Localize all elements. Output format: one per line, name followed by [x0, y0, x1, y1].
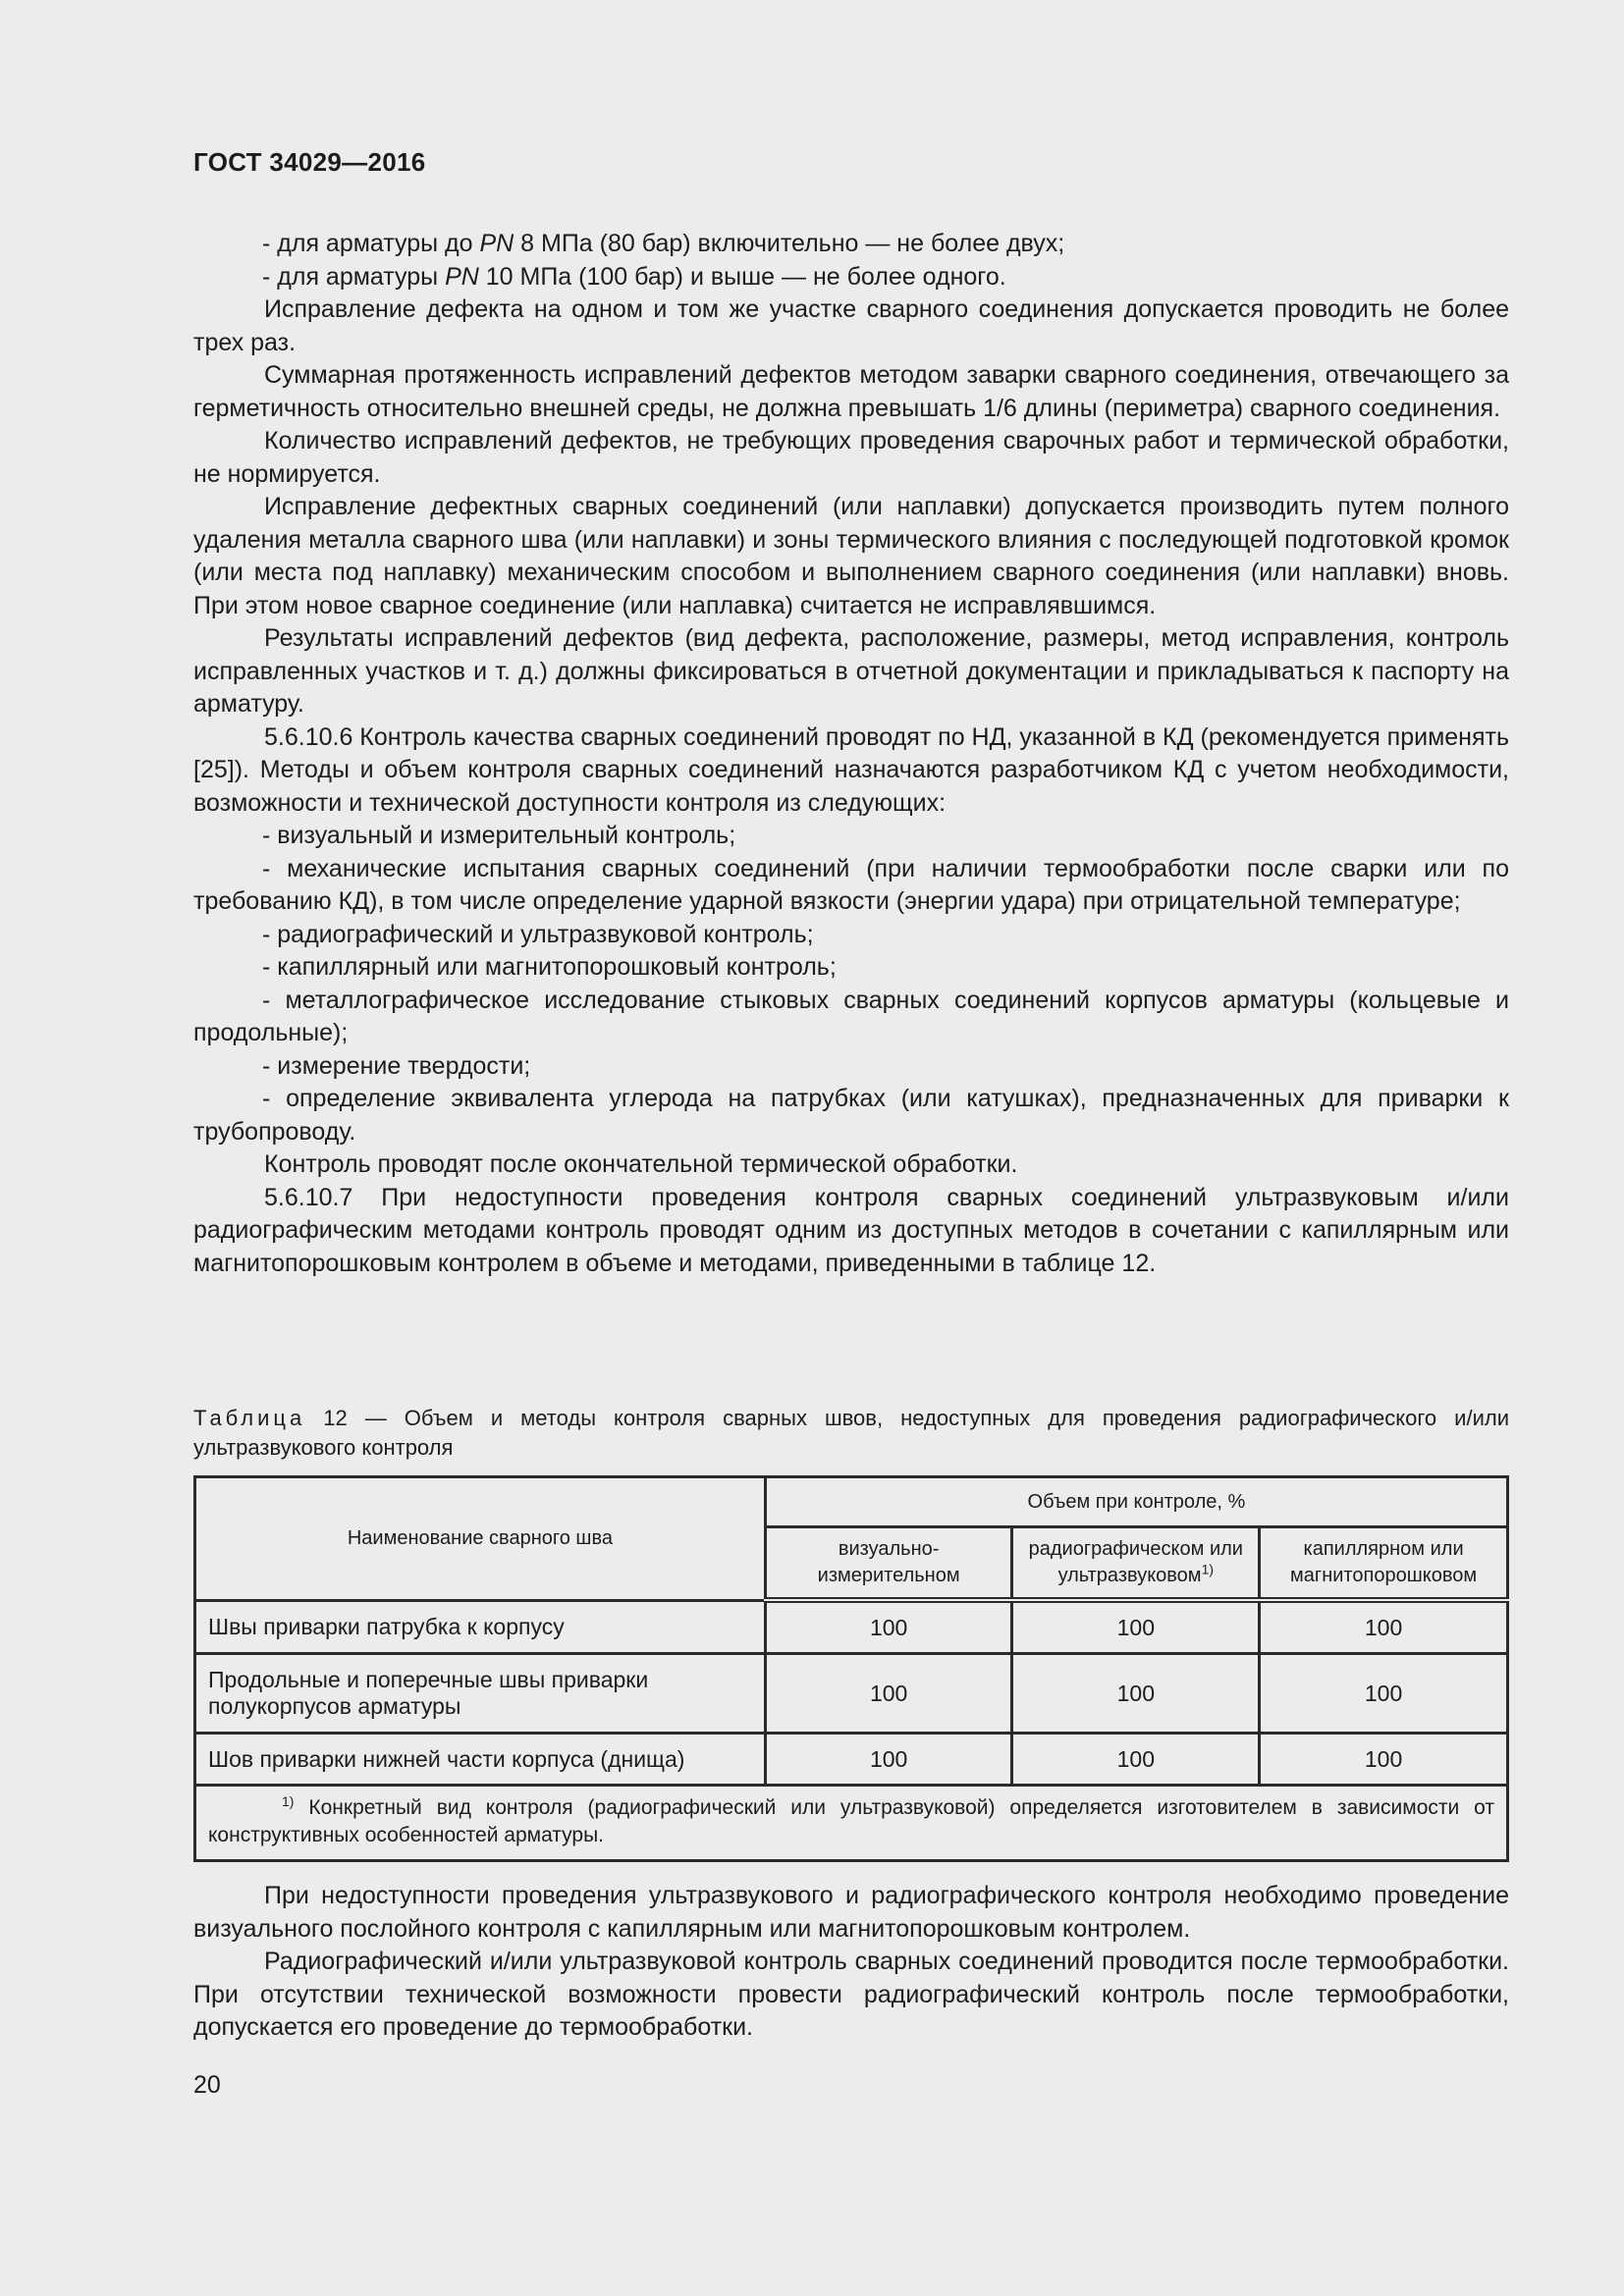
list-item: - капиллярный или магнитопорошковый контроль;	[262, 953, 837, 981]
table-footnote-row	[195, 1786, 1508, 1861]
cell-visual: 100	[765, 1654, 1012, 1734]
cell-capillary: 100	[1260, 1654, 1508, 1734]
cell-visual: 100	[765, 1600, 1012, 1654]
column-header-capillary: капиллярном или магнитопорошковом	[1260, 1527, 1508, 1601]
paragraph: Исправление дефекта на одном и том же участке сварного соединения допускается проводить не более трех раз.	[193, 295, 1509, 356]
page-number: 20	[193, 2071, 221, 2099]
body-text	[193, 228, 1509, 1280]
paragraph: Количество исправлений дефектов, не требующих проведения сварочных работ и термической обработки, не нормируется.	[193, 427, 1509, 488]
table-row	[195, 1734, 1508, 1786]
paragraph: Суммарная протяженность исправлений дефектов методом заварки сварного соединения, отвечающего за герметичность относительно внешней среды, не должна превышать 1/6 длины (периметра) сварного соединения.	[193, 361, 1509, 422]
cell-weld-name: Шов приварки нижней части корпуса (днища)	[195, 1734, 766, 1786]
cell-capillary: 100	[1260, 1600, 1508, 1654]
footnote-ref: 1)	[1201, 1561, 1215, 1577]
cell-weld-name: Швы приварки патрубка к корпусу	[195, 1600, 766, 1654]
table-caption	[193, 1404, 1509, 1463]
paragraph: 5.6.10.6 Контроль качества сварных соединений проводят по НД, указанной в КД (рекомендуется применять [25]). Методы и объем контроля сварных соединений назначаются разработчиком КД с учетом необходимости, возможности и технической доступности контроля из следующих:	[193, 722, 1509, 817]
column-header-weld-name: Наименование сварного шва	[195, 1477, 766, 1601]
cell-weld-name: Продольные и поперечные швы приварки полукорпусов арматуры	[195, 1654, 766, 1734]
paragraph: При недоступности проведения ультразвукового и радиографического контроля необходимо проведение визуального послойного контроля с капиллярным или магнитопорошковым контролем.	[193, 1882, 1509, 1943]
list-item: - металлографическое исследование стыковых сварных соединений корпусов арматуры (кольцевые и продольные);	[193, 986, 1509, 1046]
footnote-text: Конкретный вид контроля (радиографический или ультразвуковой) определяется изготовителем в зависимости от конструктивных особенностей арматуры.	[208, 1796, 1494, 1846]
table-row	[195, 1600, 1508, 1654]
column-header-radio: радиографическом или ультразвуковом$^{1)}$	[1012, 1527, 1260, 1601]
document-code: ГОСТ 34029—2016	[193, 147, 426, 177]
list-item: - измерение твердости;	[262, 1051, 531, 1080]
column-header-visual: визуально-измерительном	[765, 1527, 1012, 1601]
paragraph: Исправление дефектных сварных соединений (или наплавки) допускается производить путем полного удаления металла сварного шва (или наплавки) и зоны термического влияния с последующей подготовкой кромок (или места под наплавку) механическим способом и выполнением сварного соединения (или наплавки) вновь. При этом новое сварное соединение (или наплавка) считается не исправлявшимся.	[193, 493, 1509, 619]
cell-radio: 100	[1012, 1734, 1260, 1786]
cell-radio: 100	[1012, 1600, 1260, 1654]
list-item: - радиографический и ультразвуковой контроль;	[262, 920, 814, 948]
list-item: - визуальный и измерительный контроль;	[262, 822, 736, 849]
list-item: - определение эквивалента углерода на патрубках (или катушках), предназначенных для приварки к трубопроводу.	[193, 1085, 1509, 1146]
paragraph: Результаты исправлений дефектов (вид дефекта, расположение, размеры, метод исправления, контроль исправленных участков и т. д.) должны фиксироваться в отчетной документации и прикладываться к паспорту на арматуру.	[193, 624, 1509, 718]
paragraph: 5.6.10.7 При недоступности проведения контроля сварных соединений ультразвуковым и/или радиографическим методами контроль проводят одним из доступных методов в сочетании с капиллярным или магнитопорошковым контролем в объеме и методами, приведенными в таблице 12.	[193, 1183, 1509, 1277]
table-caption-text: 12 — Объем и методы контроля сварных швов, недоступных для проведения радиографического и/или ультразвукового контроля	[193, 1406, 1509, 1460]
list-item: - для арматуры до PN 8 МПа (80 бар) включительно — не более двух;	[262, 230, 1065, 257]
after-table-text	[193, 1880, 1509, 2045]
table-footnote	[195, 1786, 1508, 1861]
table-row	[195, 1654, 1508, 1734]
cell-visual: 100	[765, 1734, 1012, 1786]
weld-control-table	[193, 1475, 1509, 1862]
footnote-mark: 1)	[282, 1793, 295, 1809]
table-caption-label: Таблица	[193, 1406, 306, 1430]
list-item: - механические испытания сварных соединений (при наличии термообработки после сварки или по требованию КД), в том числе определение ударной вязкости (энергии удара) при отрицательной температуре;	[193, 854, 1509, 915]
cell-radio: 100	[1012, 1654, 1260, 1734]
paragraph: Контроль проводят после окончательной термической обработки.	[264, 1150, 1018, 1178]
paragraph: Радиографический и/или ультразвуковой контроль сварных соединений проводится после термообработки. При отсутствии технической возможности провести радиографический контроль после термообработки, допускается его проведение до термообработки.	[193, 1948, 1509, 2041]
list-item: - для арматуры PN 10 МПа (100 бар) и выше — не более одного.	[262, 262, 1006, 291]
column-header-volume: Объем при контроле, %	[765, 1477, 1507, 1527]
cell-capillary: 100	[1260, 1734, 1508, 1786]
